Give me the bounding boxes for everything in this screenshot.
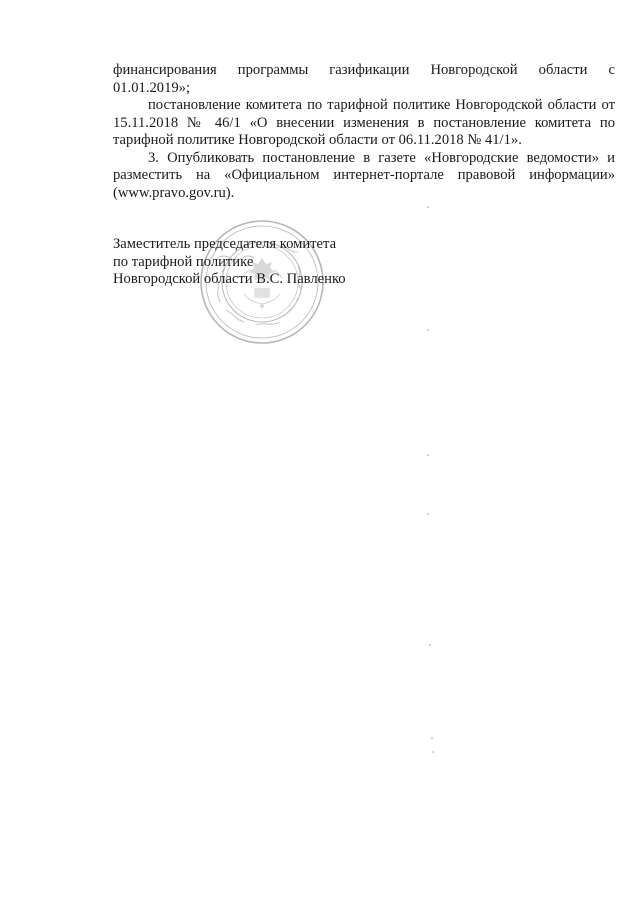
signature-region-and-name: Новгородской области В.С. Павленко xyxy=(113,271,346,287)
signature-committee: по тарифной политике xyxy=(113,253,254,270)
document-body xyxy=(113,62,615,202)
paragraph-financing-line-1: финансирования программы газификации Новгородской области с xyxy=(113,62,615,78)
paragraph-financing xyxy=(113,62,615,97)
paragraph-publication: 3. Опубликовать постановление в газете «Новгородские ведомости» и разместить на «Официальном интернет-портале правовой информации» (www.pravo.gov.ru). xyxy=(113,149,615,201)
paragraph-resolution-reference: постановление комитета по тарифной политике Новгородской области от 15.11.2018 № 46/1 «О внесении изменения в постановление комитета по тарифной политике Новгородской области от 06.11.2018 № 41/1». xyxy=(113,97,615,148)
signature-block xyxy=(113,236,346,289)
signature-position: Заместитель председателя комитета xyxy=(113,236,337,252)
paragraph-financing-line-2: 01.01.2019»; xyxy=(113,79,191,96)
